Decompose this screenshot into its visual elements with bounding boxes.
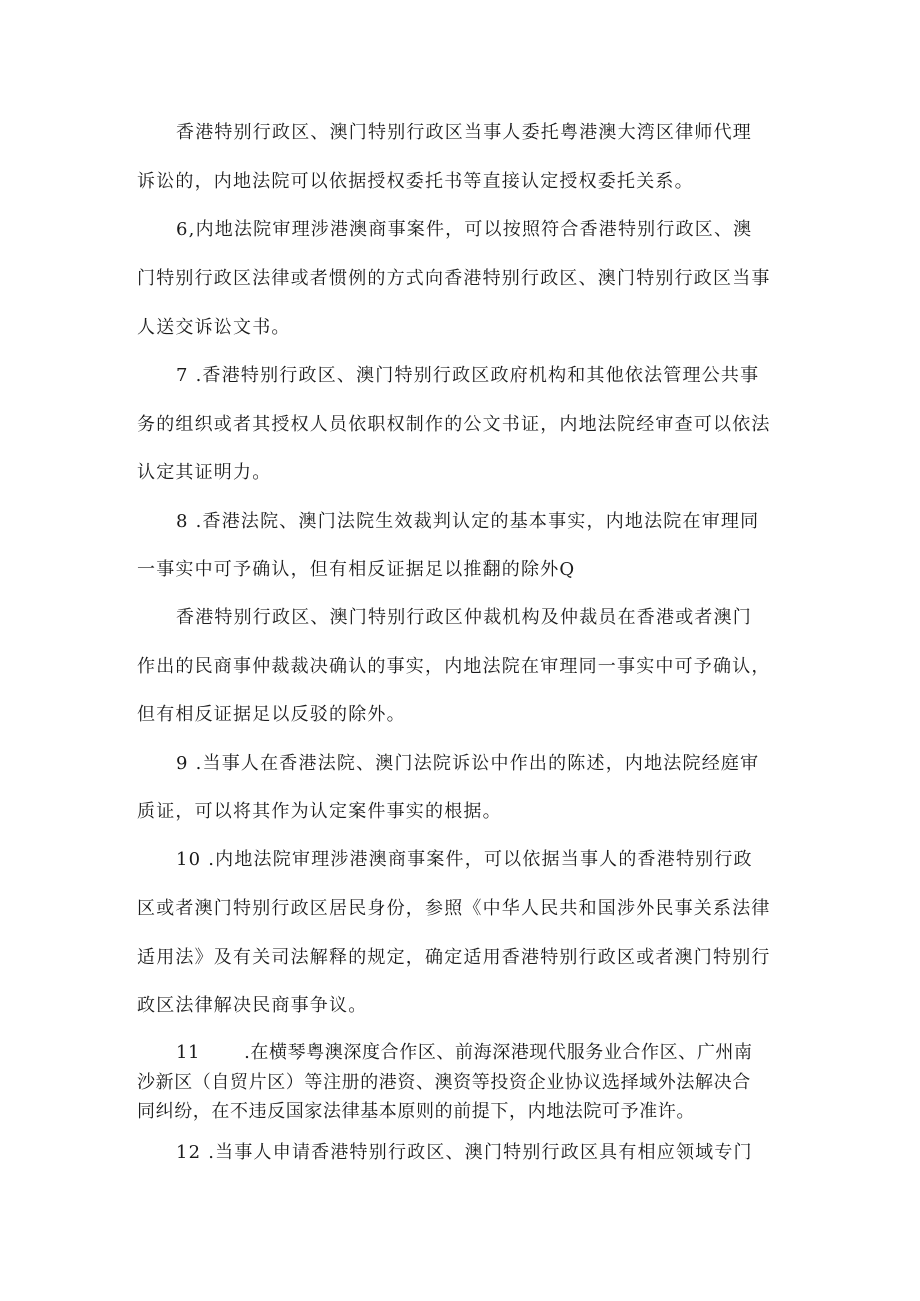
paragraph-4-line-2: 一事实中可予确认，但有相反证据足以推翻的除外Q bbox=[137, 559, 576, 580]
paragraph-1-line-2: 诉讼的，内地法院可以依据授权委托书等直接认定授权委托关系。 bbox=[137, 171, 694, 192]
paragraph-3-line-3: 认定其证明力。 bbox=[137, 462, 272, 483]
paragraph-7-line-4: 政区法律解决民商事争议。 bbox=[137, 995, 368, 1016]
paragraph-7-line-3: 适用法》及有关司法解释的规定，确定适用香港特别行政区或者澳门特别行 bbox=[137, 947, 771, 968]
paragraph-8-line-2: 沙新区（自贸片区）等注册的港资、澳资等投资企业协议选择域外法解决合 bbox=[137, 1072, 751, 1093]
paragraph-3-line-1: 7 .香港特别行政区、澳门特别行政区政府机构和其他依法管理公共事 bbox=[176, 365, 760, 386]
paragraph-2-line-1: 6,内地法院审理涉港澳商事案件，可以按照符合香港特别行政区、澳 bbox=[176, 219, 753, 240]
paragraph-8-line-3: 同纠纷，在不违反国家法律基本原则的前提下，内地法院可予准许。 bbox=[137, 1101, 695, 1122]
paragraph-2-line-2: 门特别行政区法律或者惯例的方式向香港特别行政区、澳门特别行政区当事 bbox=[137, 268, 771, 289]
paragraph-1-line-1: 香港特别行政区、澳门特别行政区当事人委托粤港澳大湾区律师代理 bbox=[176, 122, 752, 143]
paragraph-7-line-1: 10 .内地法院审理涉港澳商事案件，可以依据当事人的香港特别行政 bbox=[176, 849, 753, 870]
paragraph-5-line-2: 作出的民商事仲裁裁决确认的事实，内地法院在审理同一事实中可予确认， bbox=[137, 656, 771, 677]
paragraph-9-line-1: 12 .当事人申请香港特别行政区、澳门特别行政区具有相应领域专门 bbox=[176, 1142, 753, 1163]
paragraph-8-line-1-text: .在横琴粤澳深度合作区、前海深港现代服务业合作区、广州南 bbox=[244, 1042, 753, 1063]
paragraph-3-line-2: 务的组织或者其授权人员依职权制作的公文书证，内地法院经审查可以依法 bbox=[137, 414, 771, 435]
paragraph-6-line-1: 9 .当事人在香港法院、澳门法院诉讼中作出的陈述，内地法院经庭审 bbox=[176, 753, 760, 774]
paragraph-2-line-3: 人送交诉讼文书。 bbox=[137, 317, 291, 338]
paragraph-6-line-2: 质证，可以将其作为认定案件事实的根据。 bbox=[137, 801, 502, 822]
paragraph-4-line-1: 8 .香港法院、澳门法院生效裁判认定的基本事实，内地法院在审理同 bbox=[176, 511, 760, 532]
paragraph-5-line-1: 香港特别行政区、澳门特别行政区仲裁机构及仲裁员在香港或者澳门 bbox=[176, 607, 752, 628]
paragraph-5-line-3: 但有相反证据足以反驳的除外。 bbox=[137, 704, 406, 725]
paragraph-8-number: 11 bbox=[176, 1042, 201, 1063]
paragraph-7-line-2: 区或者澳门特别行政区居民身份，参照《中华人民共和国涉外民事关系法律 bbox=[137, 898, 771, 919]
paragraph-8-line-1 bbox=[176, 1041, 753, 1065]
